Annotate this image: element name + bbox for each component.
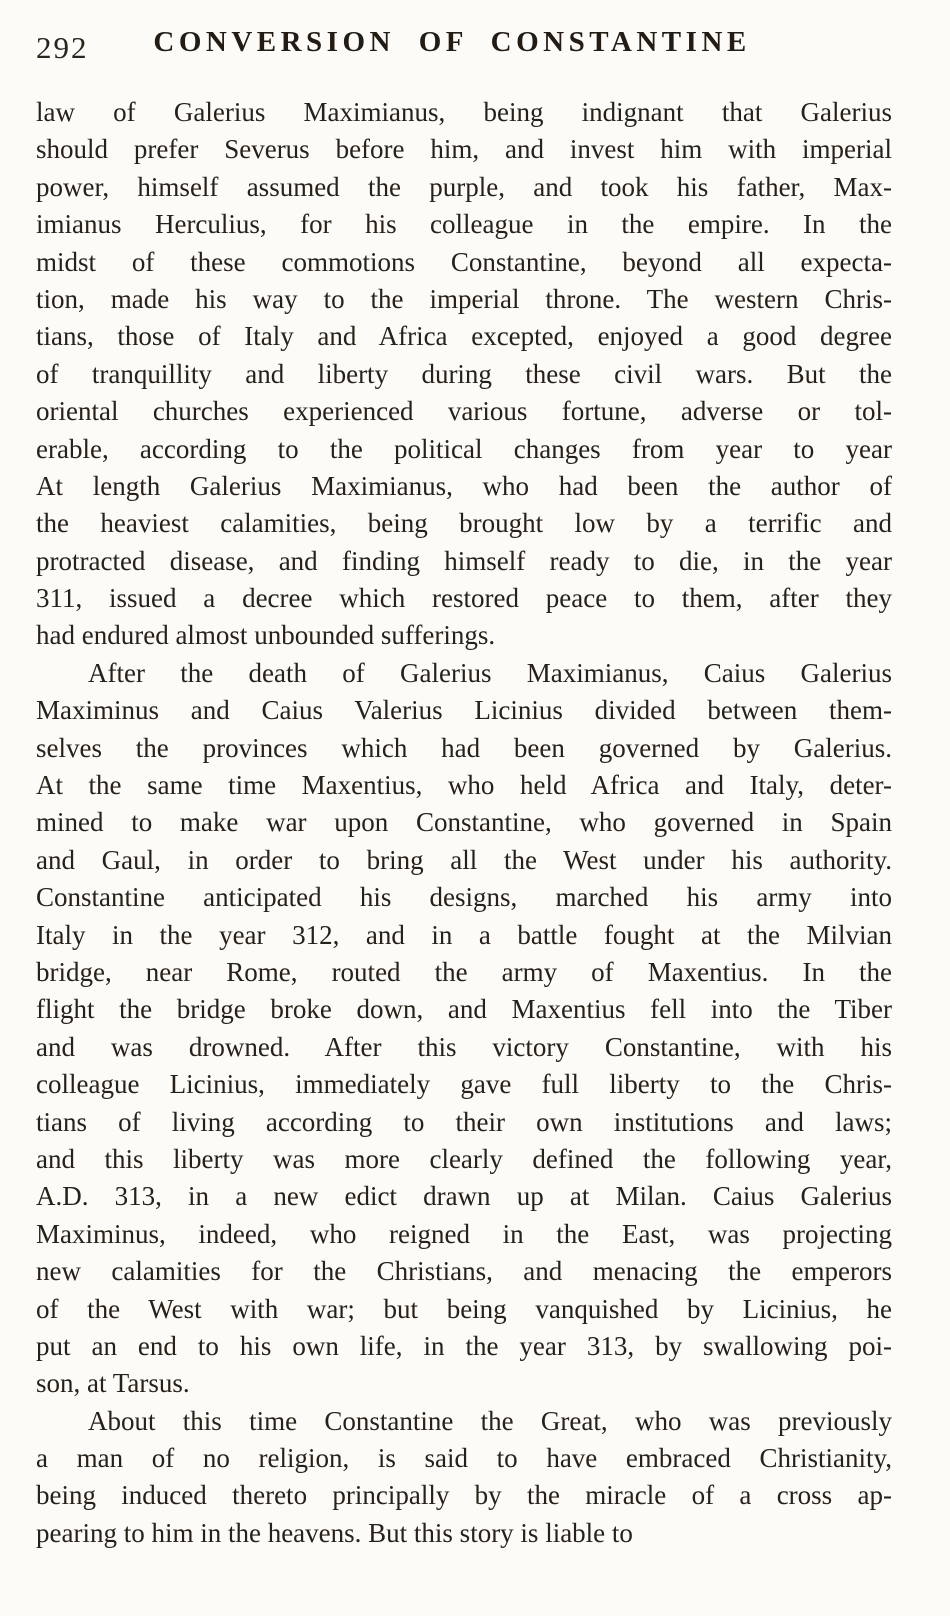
text-line: the heaviest calamities, being brought low by a terrific and [36,508,892,539]
text-line: imianus Herculius, for his colleague in the empire. In the [36,209,892,240]
text-line: At the same time Maxentius, who held Africa and Italy, deter- [36,770,892,801]
text-line: About this time Constantine the Great, who was previously [88,1405,892,1436]
paragraph [36,655,892,1403]
text-line: flight the bridge broke down, and Maxentius fell into the Tiber [36,994,892,1025]
page-header [36,26,892,70]
text-line: selves the provinces which had been governed by Galerius. [36,732,892,763]
text-line: tion, made his way to the imperial throne. The western Chris- [36,283,892,314]
paragraph [36,94,892,655]
body-text [36,94,892,1552]
text-line: power, himself assumed the purple, and took his father, Max- [36,171,892,202]
text-line: Maximinus and Caius Valerius Licinius divided between them- [36,695,892,726]
text-line: put an end to his own life, in the year 313, by swallowing poi- [36,1330,892,1361]
text-line: At length Galerius Maximianus, who had been the author of [36,470,892,501]
running-title: CONVERSION OF CONSTANTINE [153,26,751,58]
text-line: and this liberty was more clearly defined the following year, [36,1143,892,1174]
text-line: midst of these commotions Constantine, beyond all expecta- [36,246,892,277]
text-line: 311, issued a decree which restored peace to them, after they [36,583,892,614]
text-line: had endured almost unbounded sufferings. [36,620,496,651]
text-line: oriental churches experienced various fortune, adverse or tol- [36,396,892,427]
text-line: tians of living according to their own institutions and laws; [36,1106,892,1137]
text-line: pearing to him in the heavens. But this story is liable to [36,1517,633,1548]
text-line: bridge, near Rome, routed the army of Maxentius. In the [36,956,892,987]
page-number: 292 [36,30,89,65]
text-line: Maximinus, indeed, who reigned in the East, was projecting [36,1218,892,1249]
text-line: being induced thereto principally by the miracle of a cross ap- [36,1480,892,1511]
text-line: of tranquillity and liberty during these civil wars. But the [36,358,892,389]
text-line: After the death of Galerius Maximianus, Caius Galerius [88,657,892,688]
text-line: protracted disease, and finding himself ready to die, in the year [36,545,892,576]
text-line: son, at Tarsus. [36,1368,190,1399]
paragraph [36,1403,892,1553]
text-line: new calamities for the Christians, and menacing the emperors [36,1256,892,1287]
text-line: should prefer Severus before him, and invest him with imperial [36,134,892,165]
text-line: erable, according to the political changes from year to year [36,433,892,464]
text-line: mined to make war upon Constantine, who governed in Spain [36,807,892,838]
text-line: tians, those of Italy and Africa excepted, enjoyed a good degree [36,321,892,352]
text-line: a man of no religion, is said to have embraced Christianity, [36,1443,892,1474]
text-line: law of Galerius Maximianus, being indignant that Galerius [36,97,892,127]
text-line: of the West with war; but being vanquished by Licinius, he [36,1293,892,1324]
text-line: A.D. 313, in a new edict drawn up at Milan. Caius Galerius [36,1181,892,1212]
text-line: Constantine anticipated his designs, marched his army into [36,882,892,913]
text-line: and was drowned. After this victory Constantine, with his [36,1031,892,1062]
text-line: and Gaul, in order to bring all the West under his authority. [36,844,892,875]
text-line: Italy in the year 312, and in a battle fought at the Milvian [36,919,892,950]
text-line: colleague Licinius, immediately gave full liberty to the Chris- [36,1069,892,1100]
